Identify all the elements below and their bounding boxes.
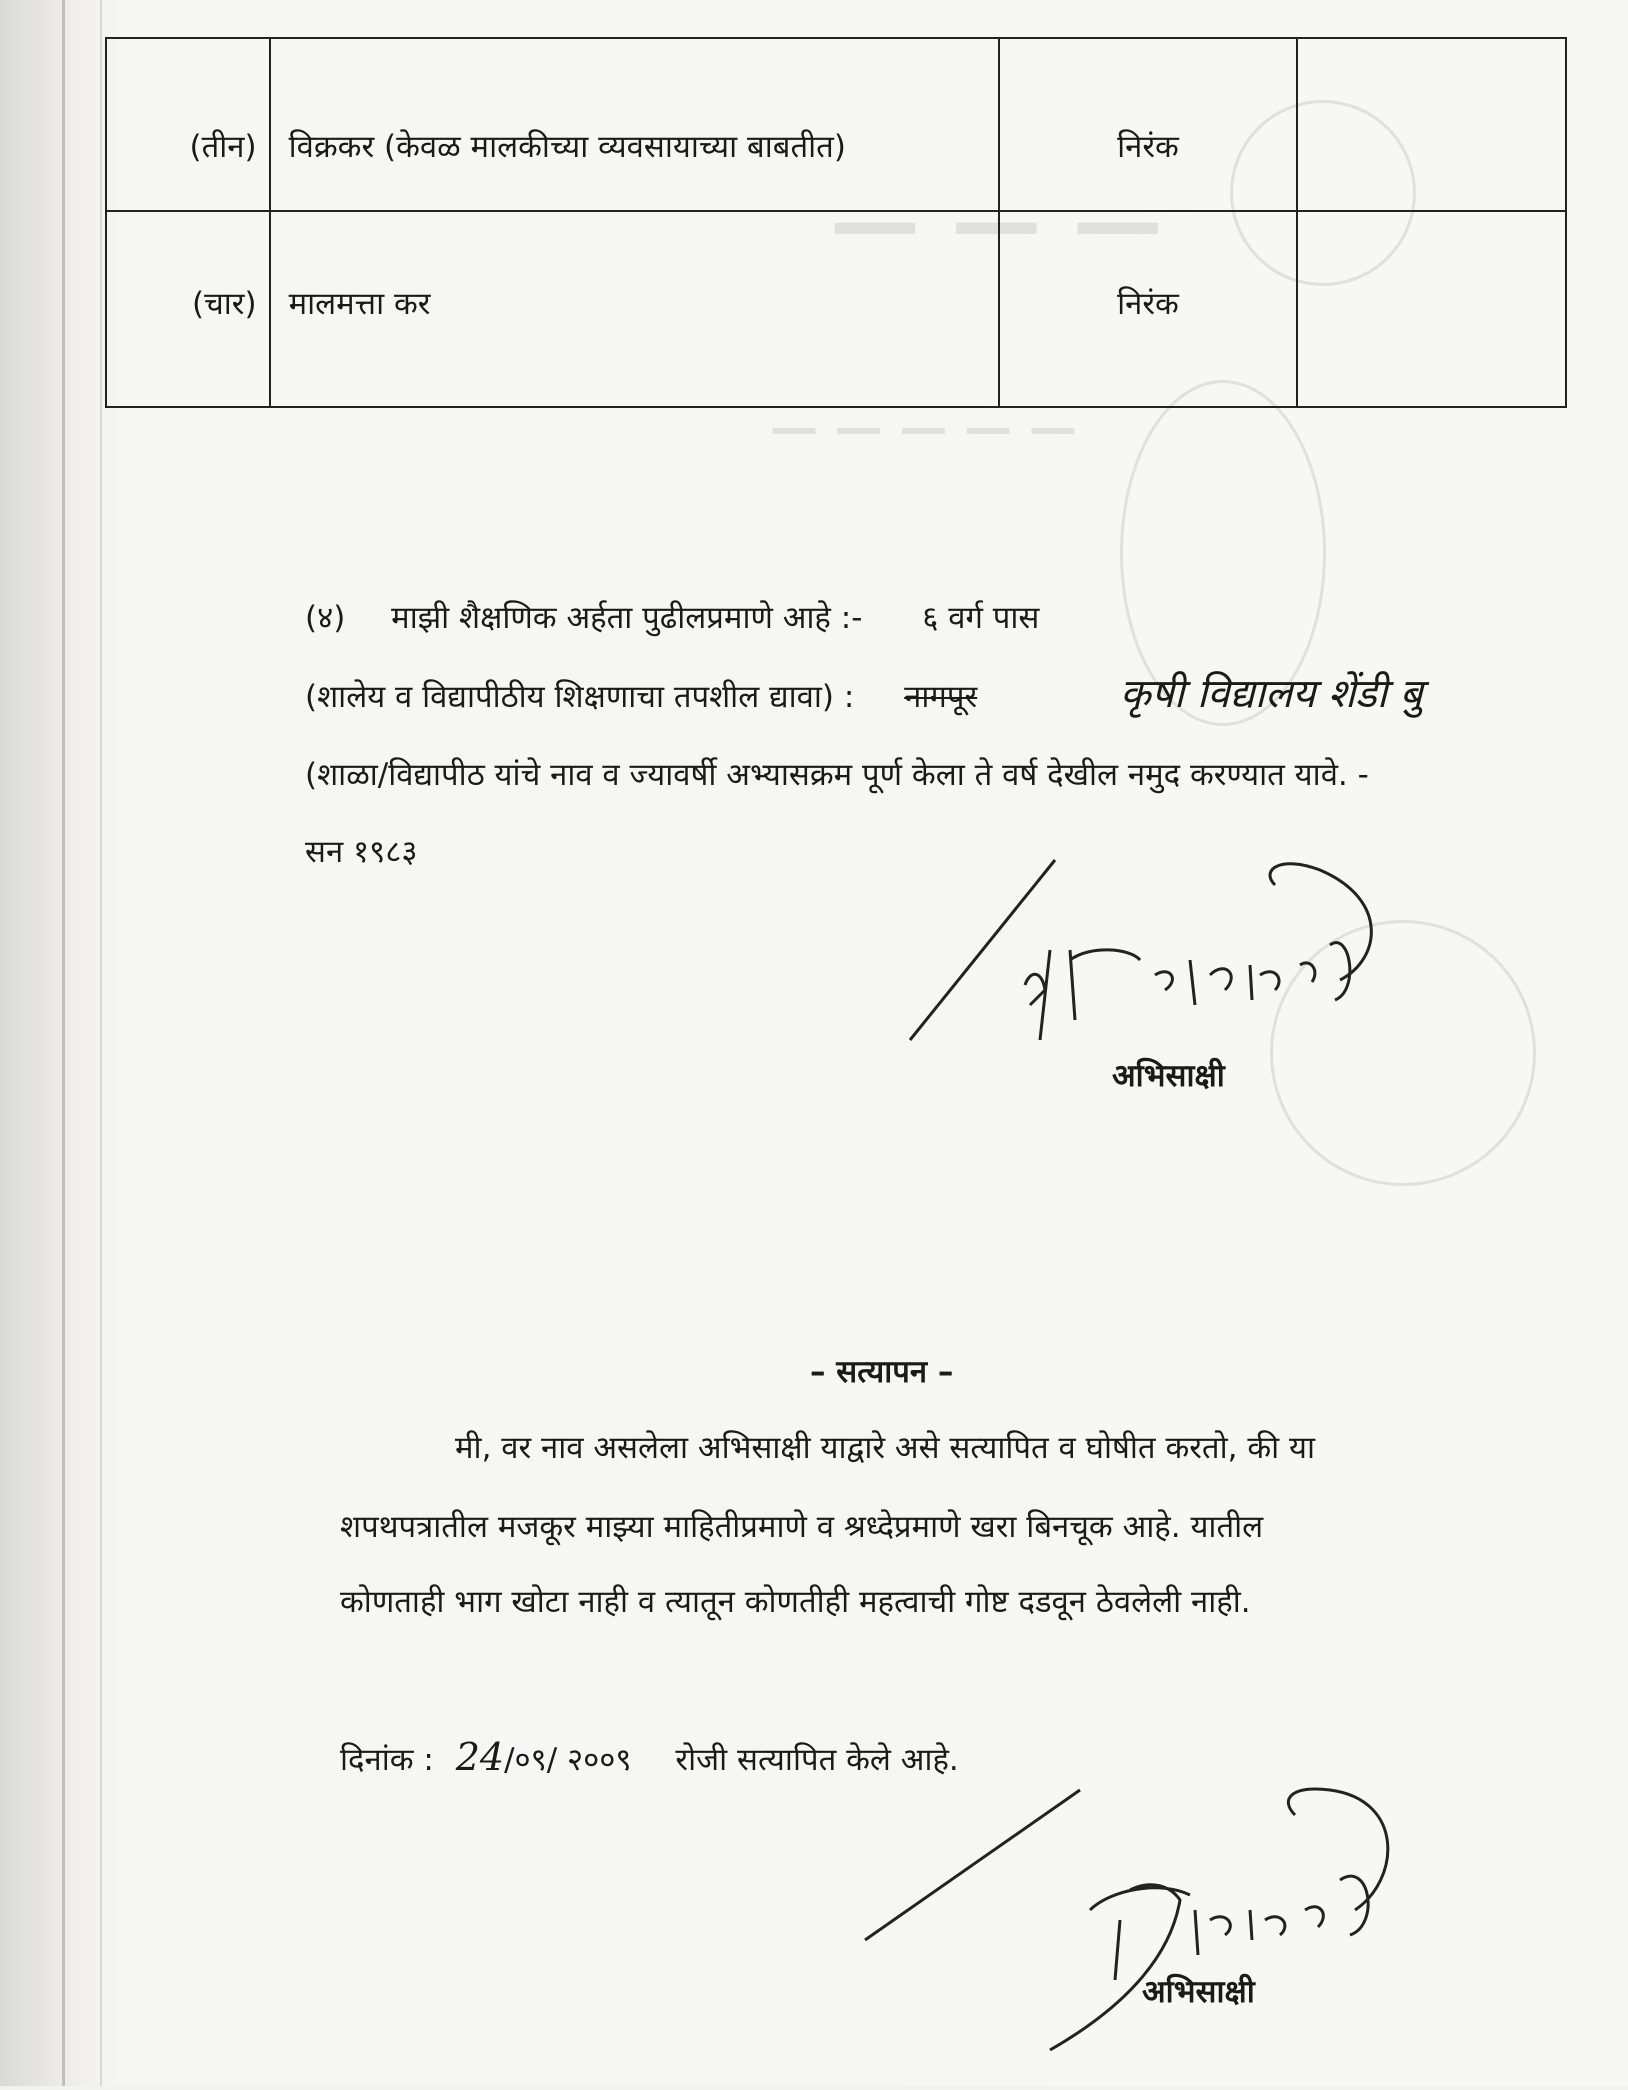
date-day-handwritten: 24	[455, 1735, 505, 1779]
row-description: विक्रकर (केवळ मालकीच्या व्यवसायाच्या बाबतीत)	[288, 129, 846, 165]
row-extra-cell	[1297, 38, 1566, 211]
date-suffix: रोजी सत्यापित केले आहे.	[675, 1742, 959, 1778]
education-item-number: (४)	[305, 600, 346, 636]
row-extra	[1298, 212, 1565, 282]
row-value-cell	[999, 38, 1298, 211]
background-stamp-mark: — — —	[830, 170, 1163, 275]
background-stamp-mark: — — — — —	[770, 400, 1077, 456]
binding-edge	[62, 0, 65, 2086]
signatory-label-2: अभिसाक्षी	[1142, 1974, 1255, 2010]
table-row	[106, 211, 1566, 407]
struck-out-word: नागपूर	[904, 679, 978, 715]
row-description-cell	[270, 211, 999, 407]
row-description: मालमत्ता कर	[288, 286, 431, 322]
row-value: निरंक	[1117, 129, 1179, 165]
row-value-cell	[999, 211, 1298, 407]
row-number-cell	[106, 38, 270, 211]
handwritten-school-name: कृषी विद्यालय शेंडी बु	[1120, 671, 1423, 717]
row-number: (चार)	[191, 286, 257, 322]
education-statement: माझी शैक्षणिक अर्हता पुढीलप्रमाणे आहे :-	[391, 600, 863, 636]
row-description-cell	[270, 38, 999, 211]
verification-heading: – सत्यापन –	[810, 1354, 954, 1390]
signature-2	[860, 1770, 1420, 2090]
date-label: दिनांक :	[340, 1742, 434, 1778]
row-number: (तीन)	[189, 129, 257, 165]
education-note: (शाळा/विद्यापीठ यांचे नाव व ज्यावर्षी अभ्यासक्रम पूर्ण केला ते वर्ष देखील नमुद करण्यात यावे. -	[305, 757, 1369, 793]
row-value: निरंक	[1117, 286, 1179, 322]
signature-1	[880, 840, 1400, 1160]
education-details-label: (शालेय व विद्यापीठीय शिक्षणाचा तपशील द्यावा) :	[305, 679, 855, 715]
verification-para-line-3: कोणताही भाग खोटा नाही व त्यातून कोणतीही महत्वाची गोष्ट दडवून ठेवलेली नाही.	[340, 1584, 1251, 1620]
education-year: सन १९८३	[305, 834, 418, 870]
table-row	[106, 38, 1566, 211]
verification-para-line-1: मी, वर नाव असलेला अभिसाक्षी याद्वारे असे सत्यापित व घोषीत करतो, की या	[455, 1430, 1316, 1466]
tax-table	[105, 37, 1567, 408]
binding-edge-inner	[100, 0, 102, 2086]
row-extra	[1298, 39, 1565, 125]
education-line	[305, 596, 1039, 638]
row-number-cell	[106, 211, 270, 407]
education-details-line	[305, 675, 977, 717]
signatory-label-1: अभिसाक्षी	[1112, 1058, 1225, 1094]
verification-para-line-2: शपथपत्रातील मजकूर माझ्या माहितीप्रमाणे व श्रध्देप्रमाणे खरा बिनचूक आहे. यातील	[340, 1509, 1264, 1545]
date-month-year: /०९/ २००९	[504, 1742, 632, 1778]
education-qualification: ६ वर्ग पास	[922, 600, 1040, 636]
row-extra-cell	[1297, 211, 1566, 407]
